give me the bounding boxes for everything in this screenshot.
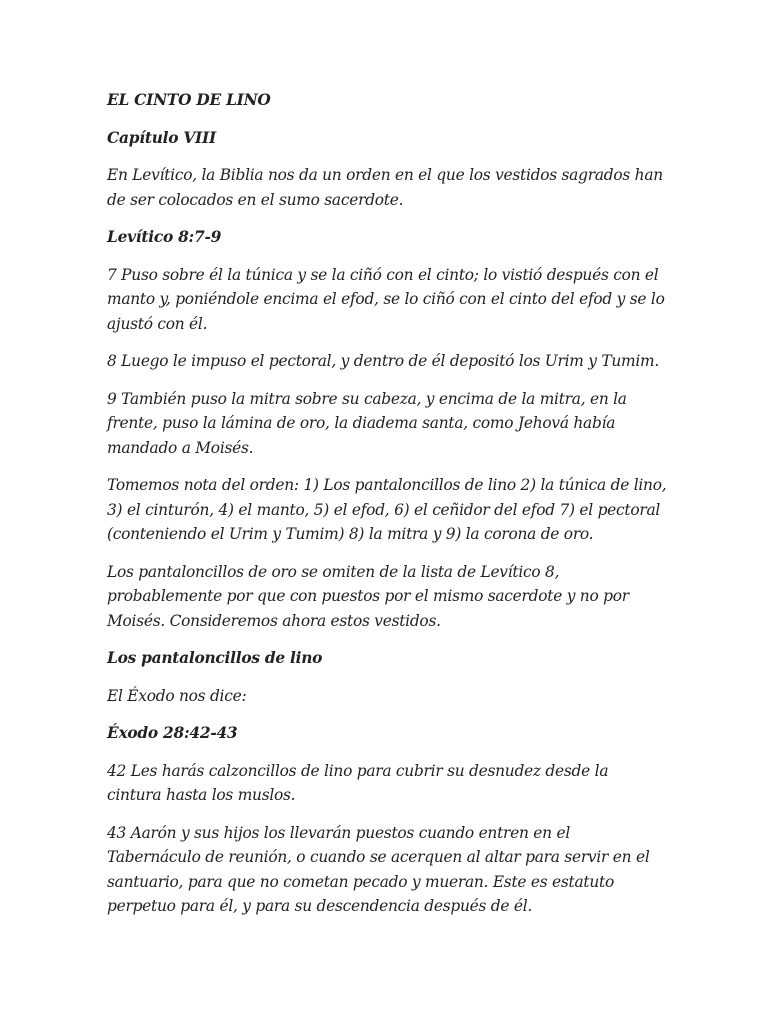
verse-43: 43 Aarón y sus hijos los llevarán puestos cuando entren en el Tabernáculo de reunión, o cuando se acerquen al altar para servir en el santuario, para que no cometan pecado y mueran. Este es estatuto perpetuo para él, y para su descendencia después de él. [107, 823, 650, 915]
verse-7: 7 Puso sobre él la túnica y se la ciñó con el cinto; lo vistió después con el manto y, poniéndole encima el efod, se lo ciñó con el cinto del efod y se lo ajustó con él. [107, 265, 665, 333]
exodus-intro: El Éxodo nos dice: [107, 686, 247, 705]
order-note-paragraph: Tomemos nota del orden: 1) Los pantaloncillos de lino 2) la túnica de lino, 3) el cinturón, 4) el manto, 5) el efod, 6) el ceñidor del efod 7) el pectoral (conteniendo el Urim y Tumim) 8) la mitra y 9) la corona de oro. [107, 476, 667, 543]
scripture-reference-exodus: Éxodo 28:42-43 [107, 724, 238, 742]
document-title: EL CINTO DE LINO [107, 91, 271, 109]
verse-42: 42 Les harás calzoncillos de lino para cubrir su desnudez desde la cintura hasta los muslos. [107, 761, 609, 804]
omission-note-paragraph: Los pantaloncillos de oro se omiten de la lista de Levítico 8, probablemente por que con puestos por el mismo sacerdote y no por Moisés. Consideremos ahora estos vestidos. [107, 562, 629, 630]
scripture-reference-leviticus: Levítico 8:7-9 [107, 228, 222, 246]
chapter-heading: Capítulo VIII [107, 128, 216, 147]
verse-9: 9 También puso la mitra sobre su cabeza, y encima de la mitra, en la frente, puso la lámina de oro, la diadema santa, como Jehová había mandado a Moisés. [107, 389, 627, 457]
document-page [107, 88, 667, 932]
section-heading: Los pantaloncillos de lino [107, 649, 323, 667]
intro-paragraph: En Levítico, la Biblia nos da un orden en el que los vestidos sagrados han de ser colocados en el sumo sacerdote. [107, 166, 663, 209]
verse-8: 8 Luego le impuso el pectoral, y dentro de él depositó los Urim y Tumim. [107, 352, 660, 370]
